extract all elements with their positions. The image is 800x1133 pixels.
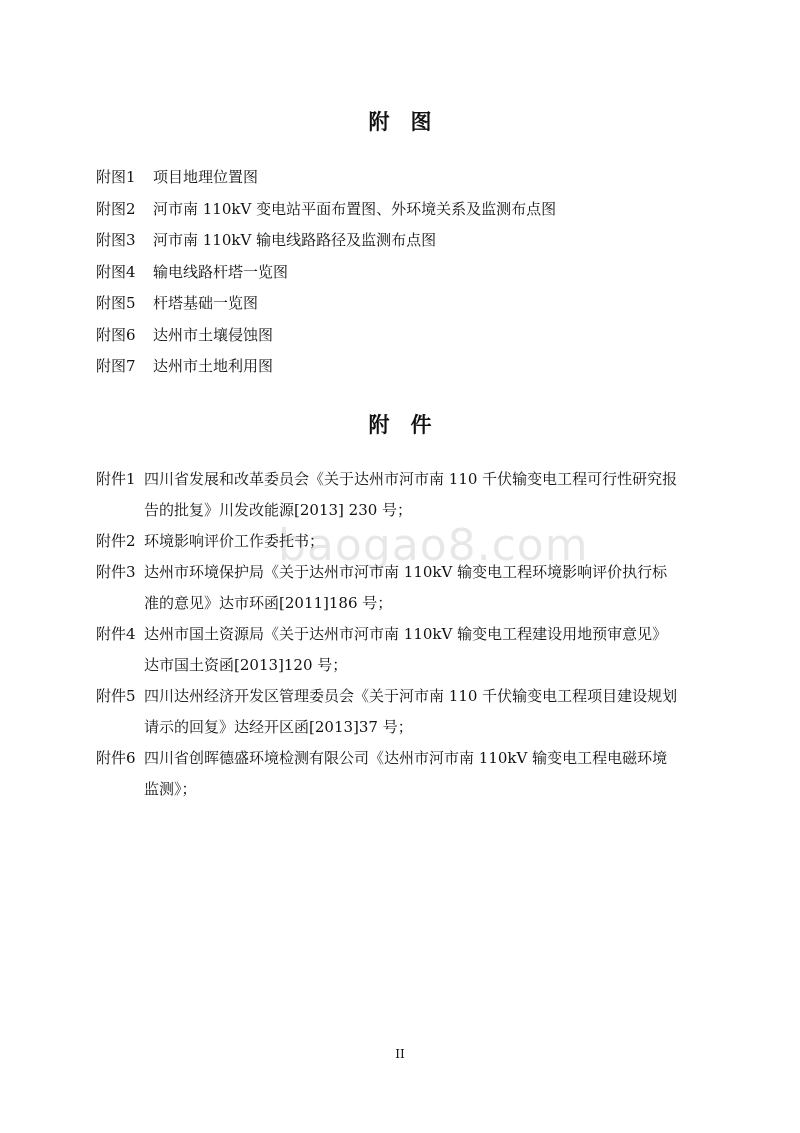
attachment-text-line: 请示的回复》达经开区函[2013]37 号； — [144, 718, 413, 736]
attachment-tag: 附件3 — [96, 563, 136, 581]
figure-title: 输电线路杆塔一览图 — [153, 262, 289, 281]
attachment-tag: 附件2 — [96, 532, 136, 550]
figure-tag: 附图7 — [96, 357, 136, 375]
figures-heading: 附 图 — [368, 110, 432, 134]
attachment-text-line: 告的批复》川发改能源[2013] 230 号； — [144, 501, 413, 519]
figure-title: 项目地理位置图 — [153, 168, 259, 186]
attachment-tag: 附件1 — [96, 470, 136, 488]
attachment-text-line: 四川省创晖德盛环境检测有限公司《达州市河市南 110kV 输变电工程电磁环境 — [144, 749, 668, 767]
figure-tag: 附图3 — [96, 231, 136, 249]
attachment-text-line: 达州市国土资源局《关于达州市河市南 110kV 输变电工程建设用地预审意见》 — [144, 625, 668, 643]
figure-item — [96, 194, 736, 226]
attachments-heading: 附 件 — [368, 413, 432, 437]
watermark: baogao8.com — [278, 520, 589, 571]
attachment-text-line: 达市国土资函[2013]120 号； — [144, 656, 348, 674]
attachment-item — [96, 619, 706, 681]
attachment-text-line: 四川省发展和改革委员会《关于达州市河市南 110 千伏输变电工程可行性研究报 — [144, 470, 678, 488]
figure-item — [96, 257, 736, 289]
attachment-tag: 附件4 — [96, 625, 136, 643]
figure-title: 杆塔基础一览图 — [153, 294, 259, 312]
figure-title: 达州市土壤侵蚀图 — [153, 325, 274, 344]
figure-title: 达州市土地利用图 — [153, 357, 274, 375]
figure-tag: 附图5 — [96, 294, 136, 312]
figure-tag: 附图4 — [96, 262, 136, 281]
attachment-text-line: 环境影响评价工作委托书； — [144, 532, 325, 550]
figure-title: 河市南 110kV 输电线路路径及监测布点图 — [153, 231, 437, 249]
attachment-item — [96, 681, 706, 743]
figure-list — [96, 162, 736, 383]
attachment-item — [96, 743, 706, 805]
attachment-tag: 附件6 — [96, 749, 136, 767]
figure-item — [96, 320, 736, 352]
figure-tag: 附图6 — [96, 325, 136, 344]
attachment-text-line: 达州市环境保护局《关于达州市河市南 110kV 输变电工程环境影响评价执行标 — [144, 563, 668, 581]
attachment-text-line: 四川达州经济开发区管理委员会《关于河市南 110 千伏输变电工程项目建设规划 — [144, 687, 678, 705]
figure-item — [96, 162, 736, 194]
figure-item — [96, 351, 736, 383]
figure-tag: 附图1 — [96, 168, 136, 186]
attachment-text-line: 准的意见》达市环函[2011]186 号； — [144, 594, 393, 612]
attachment-tag: 附件5 — [96, 687, 136, 705]
figure-item — [96, 225, 736, 257]
page-number: II — [395, 1047, 405, 1061]
attachment-list — [96, 464, 706, 805]
attachment-text-line: 监测》； — [144, 780, 197, 798]
figure-tag: 附图2 — [96, 199, 136, 218]
figure-title: 河市南 110kV 变电站平面布置图、外环境关系及监测布点图 — [153, 199, 557, 218]
attachment-item — [96, 464, 706, 526]
figure-item — [96, 288, 736, 320]
